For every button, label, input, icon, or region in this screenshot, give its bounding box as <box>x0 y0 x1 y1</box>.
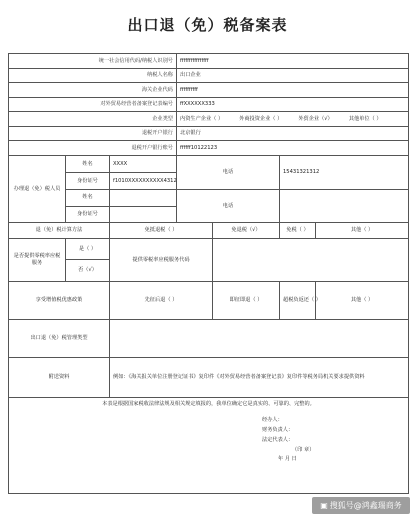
preference-option-4[interactable]: 其他（ ） <box>316 281 409 319</box>
row-taxpayer-id <box>9 54 409 69</box>
export-mgmt-label: 出口退（免）税管理类型 <box>9 319 110 357</box>
watermark-text: 搜狐号@鸿鑫瑞商务 <box>329 501 402 510</box>
preference-option-1[interactable]: 先征后退（ ） <box>110 281 213 319</box>
seal-text: （印 章） <box>292 446 315 453</box>
sohu-logo-icon: ▣ <box>320 501 328 510</box>
attachments-label: 附送资料 <box>9 358 110 398</box>
preference-option-3[interactable]: 超税负返还（ ） <box>280 281 316 319</box>
refund-method-option-1[interactable]: 免抵退税（ ） <box>110 223 213 239</box>
zero-rate-no-option[interactable]: 否（√） <box>66 260 110 281</box>
foreign-trade-reg-label: 对外贸易经营者备案登记表编号 <box>9 97 177 112</box>
customs-code-label: 海关企业代码 <box>9 83 177 98</box>
row-preference <box>9 281 409 319</box>
export-mgmt-value[interactable] <box>110 319 409 357</box>
zero-rate-service-label: 是否提供零税率应税服务 <box>9 239 66 282</box>
zero-rate-code-value[interactable] <box>213 239 409 282</box>
enterprise-type-option-4[interactable]: 其他单位（ ） <box>348 115 382 122</box>
enterprise-type-label: 企业类型 <box>9 112 177 127</box>
row-handler-1-name <box>9 156 409 173</box>
refund-method-label: 退（免）税计算方法 <box>9 223 110 239</box>
enterprise-type-option-3[interactable]: 外贸企业（√） <box>298 115 333 122</box>
handler-1-phone-value[interactable]: 15431321312 <box>280 156 409 190</box>
handler-2-name-value[interactable] <box>110 189 177 206</box>
filing-form-table <box>8 53 409 494</box>
watermark-badge <box>312 497 410 514</box>
row-foreign-trade-reg <box>9 97 409 112</box>
enterprise-type-option-2[interactable]: 外商投资企业（ ） <box>239 115 283 122</box>
signature-block <box>262 416 405 465</box>
customs-code-value[interactable]: ffffffffff <box>177 83 409 98</box>
preference-label: 享受增值税优惠政策 <box>9 281 110 319</box>
row-handler-2-name <box>9 189 409 206</box>
bank-label: 退税开户银行 <box>9 126 177 141</box>
declaration-cell <box>9 398 409 494</box>
enterprise-type-options <box>177 112 409 127</box>
row-service-yes <box>9 239 409 260</box>
enterprise-type-option-1[interactable]: 内资生产企业（ ） <box>180 115 224 122</box>
handler-1-id-label: 身份证号 <box>66 172 110 189</box>
bank-value[interactable]: 北京银行 <box>177 126 409 141</box>
row-account <box>9 141 409 156</box>
zero-rate-yes-option[interactable]: 是（ ） <box>66 239 110 260</box>
account-label: 退税开户银行账号 <box>9 141 177 156</box>
handler-1-id-value[interactable]: f1010XXXXXXXXXX4312 <box>110 172 177 189</box>
refund-method-option-3[interactable]: 免税（ ） <box>280 223 316 239</box>
preference-option-2[interactable]: 即征即退（ ） <box>213 281 280 319</box>
handler-2-phone-label: 电话 <box>177 189 280 223</box>
handler-1-phone-label: 电话 <box>177 156 280 190</box>
row-enterprise-type <box>9 112 409 127</box>
finance-head-sign: 财务负责人： <box>262 426 294 433</box>
refund-method-option-4[interactable]: 其他（ ） <box>316 223 409 239</box>
row-export-mgmt <box>9 319 409 357</box>
row-bank <box>9 126 409 141</box>
legal-rep-sign: 法定代表人： <box>262 436 294 443</box>
handler-2-name-label: 姓名 <box>66 189 110 206</box>
handler-2-id-label: 身份证号 <box>66 206 110 223</box>
handler-2-id-value[interactable] <box>110 206 177 223</box>
handler-sign: 经办人： <box>262 416 283 423</box>
handler-2-phone-value[interactable] <box>280 189 409 223</box>
declaration-text: 本表是根据国家税收法律法规及相关规定填报的，我单位确定它是真实的、可靠的、完整的。 <box>102 401 315 408</box>
row-attachments <box>9 358 409 398</box>
row-taxpayer-name <box>9 68 409 83</box>
attachments-value[interactable]: 例如：《海关报关单位注册登记证书》复印件《对外贸易经营者备案登记表》复印件等税务局机关要求提供资料 <box>110 358 409 398</box>
row-declaration <box>9 398 409 494</box>
taxpayer-id-label: 统一社会信用代码/纳税人识别号 <box>9 54 177 69</box>
handler-group-label: 办理退（免）税人员 <box>9 156 66 223</box>
refund-method-option-2[interactable]: 免退税（√） <box>213 223 280 239</box>
handler-1-name-label: 姓名 <box>66 156 110 173</box>
foreign-trade-reg-value[interactable]: ffXXXXXX333 <box>177 97 409 112</box>
taxpayer-name-value[interactable]: 出口企业 <box>177 68 409 83</box>
zero-rate-code-label: 提供零税率应税服务代码 <box>110 239 213 282</box>
taxpayer-id-value[interactable]: ffffffffffffffff <box>177 54 409 69</box>
handler-1-name-value[interactable]: XXXX <box>110 156 177 173</box>
account-value[interactable]: ffffff10122123 <box>177 141 409 156</box>
row-customs-code <box>9 83 409 98</box>
form-title: 出口退（免）税备案表 <box>127 16 288 34</box>
row-refund-method <box>9 223 409 239</box>
taxpayer-name-label: 纳税人名称 <box>9 68 177 83</box>
date-text: 年 月 日 <box>278 456 297 463</box>
